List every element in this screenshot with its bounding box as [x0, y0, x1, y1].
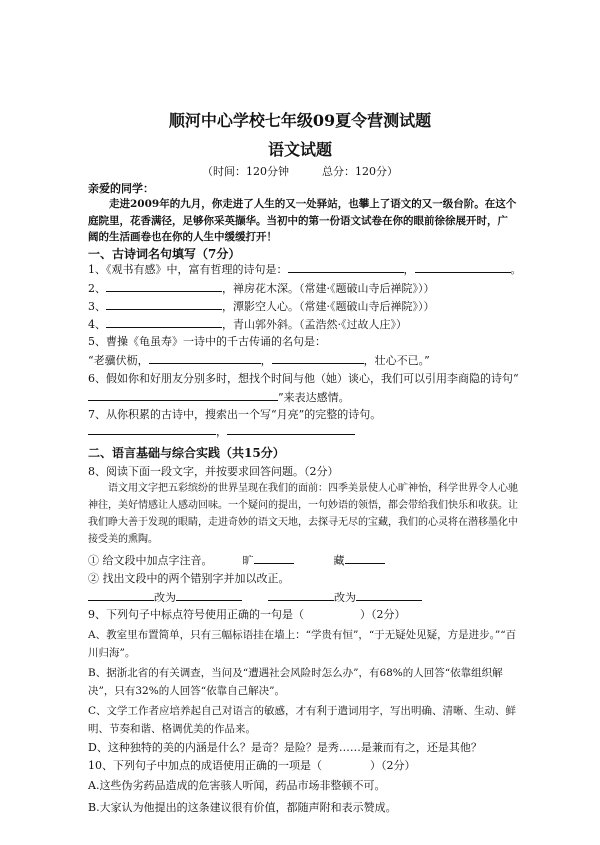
answer-blank[interactable]: [227, 424, 355, 435]
answer-blank[interactable]: [356, 590, 422, 601]
dotted-char-cang: 藏: [333, 554, 345, 567]
change-to-label: 改为: [334, 591, 356, 604]
question-8-1: [88, 553, 520, 567]
answer-blank[interactable]: [272, 353, 364, 364]
option-10-a: A.这些伪劣药品造成的危害骇人听闻，药品市场非整顿不可。: [88, 779, 386, 792]
answer-blank[interactable]: [88, 390, 278, 401]
question-1-text: 1、《观书有感》中，富有哲理的诗句是：: [88, 263, 288, 276]
option-10-b: B.大家认为他提出的这条建议很有价值，都随声附和表示赞成。: [88, 801, 397, 814]
comma: ，: [403, 263, 415, 276]
question-6-tail: ”来表达感情。: [278, 391, 350, 404]
question-6-answer-line: [88, 390, 520, 404]
section-2-heading: 二、语言基础与综合实践（共15分）: [88, 446, 285, 460]
question-5-answer-line: [88, 353, 520, 367]
question-5: 5、曹操《龟虽寿》一诗中的千古传诵的名句是：: [88, 335, 326, 348]
exam-title: 顺河中心学校七年级09夏令营测试题: [168, 111, 432, 130]
quote-start: “老骥伏枥，: [88, 354, 149, 367]
question-8-2-answer-line: [88, 590, 520, 604]
answer-blank[interactable]: [268, 590, 334, 601]
answer-blank[interactable]: [88, 590, 154, 601]
question-8: 8、阅读下面一段文字，并按要求回答问题。（2分）: [88, 465, 339, 478]
answer-blank[interactable]: [288, 262, 404, 273]
exam-subject: 语文试题: [267, 140, 332, 159]
answer-blank[interactable]: [88, 424, 216, 435]
answer-blank[interactable]: [345, 553, 385, 564]
option-9-b: B、据浙北省的有关调查，当问及“遭遇社会风险时怎么办”，有68%的人回答“依靠组织解决”，只有32%的人回答“依靠自己解决”。: [88, 667, 503, 697]
question-10: [88, 759, 520, 772]
question-10-text: 10、下列句子中加点的成语使用正确的一项是（: [88, 759, 322, 772]
question-1: [88, 262, 520, 276]
change-to-label: 改为: [154, 591, 176, 604]
question-9-text: 9、下列句子中标点符号使用正确的一句是（: [88, 608, 304, 621]
greeting: 亲爱的同学：: [88, 182, 154, 195]
reading-passage: 语文用文字把五彩缤纷的世界呈现在我们的面前：四季美景使人心旷神怡，科学世界令人心驰神往，美好情感让人感动回味。一个疑问的提出，一句妙语的领悟，都会带给我们快乐和收获。让我们睁大善于发现的眼睛，走进奇妙的语文天地，去探寻无尽的宝藏，我们的心灵将在潜移墨化中接受美的熏陶。: [88, 483, 518, 545]
question-number: 3、: [88, 300, 106, 313]
period: 。: [510, 263, 522, 276]
answer-blank[interactable]: [106, 281, 222, 292]
answer-blank[interactable]: [176, 590, 242, 601]
question-8-1-text: ① 给文段中加点字注音。: [88, 554, 213, 567]
answer-blank[interactable]: [254, 553, 294, 564]
question-2-text: ，禅房花木深。（常建·《题破山寺后禅院》））: [222, 282, 435, 295]
section-1-heading: 一、古诗词名句填写（7分）: [88, 247, 241, 261]
question-number: 2、: [88, 282, 106, 295]
intro-paragraph: 走进2009年的九月，你走进了人生的又一处驿站，也攀上了语文的又一级台阶。在这个庭院里，花香满径，足够你采英撷华。当初中的第一份语文试卷在你的眼前徐徐展开时，广阔的生活画卷也在你的人生中缓缓打开！: [88, 198, 517, 243]
dotted-char-kuang: 旷: [242, 554, 254, 567]
answer-blank[interactable]: [149, 353, 261, 364]
question-9-score: ）（2分）: [360, 608, 406, 621]
comma: ，: [260, 354, 272, 367]
comma: ，: [216, 425, 227, 438]
question-4: [88, 317, 520, 331]
answer-blank[interactable]: [106, 299, 222, 310]
question-8-2: ② 找出文段中的两个错别字并加以改正。: [88, 572, 290, 585]
answer-blank[interactable]: [415, 262, 511, 273]
question-9: [88, 608, 520, 621]
question-4-text: ，青山郭外斜。（孟浩然·《过故人庄》）: [222, 318, 407, 331]
option-9-a: A、教室里布置简单，只有三幅标语挂在墙上：“学贵有恒”，“于无疑处见疑，方是进步。”“百川归海”。: [88, 629, 517, 659]
option-9-c: C、文学工作者应培养起自己对语言的敏感，才有利于遣词用字，写出明确、清晰、生动、鲜明、节奏和谐、格调优美的作品来。: [88, 705, 517, 735]
question-3: [88, 299, 520, 313]
answer-blank[interactable]: [106, 317, 222, 328]
question-number: 4、: [88, 318, 106, 331]
quote-end: ，壮心不已。”: [363, 354, 430, 367]
option-9-d: D、这种独特的美的内涵是什么？是奇？是险？是秀……是兼而有之，还是其他？: [88, 741, 482, 754]
time-and-score: （时间：120分钟 总分：120分）: [202, 165, 398, 178]
question-10-score: ）（2分）: [370, 759, 416, 772]
question-7-answer-line: [88, 424, 520, 438]
question-3-text: ，潭影空人心。（常建·《题破山寺后禅院》））: [222, 300, 435, 313]
question-7: 7、从你积累的古诗中，搜索出一个写“月亮”的完整的诗句。: [88, 408, 382, 421]
question-2: [88, 281, 520, 295]
question-6: 6、假如你和好朋友分别多时，想找个时间与他（她）谈心，我们可以引用李商隐的诗句“: [88, 372, 519, 385]
